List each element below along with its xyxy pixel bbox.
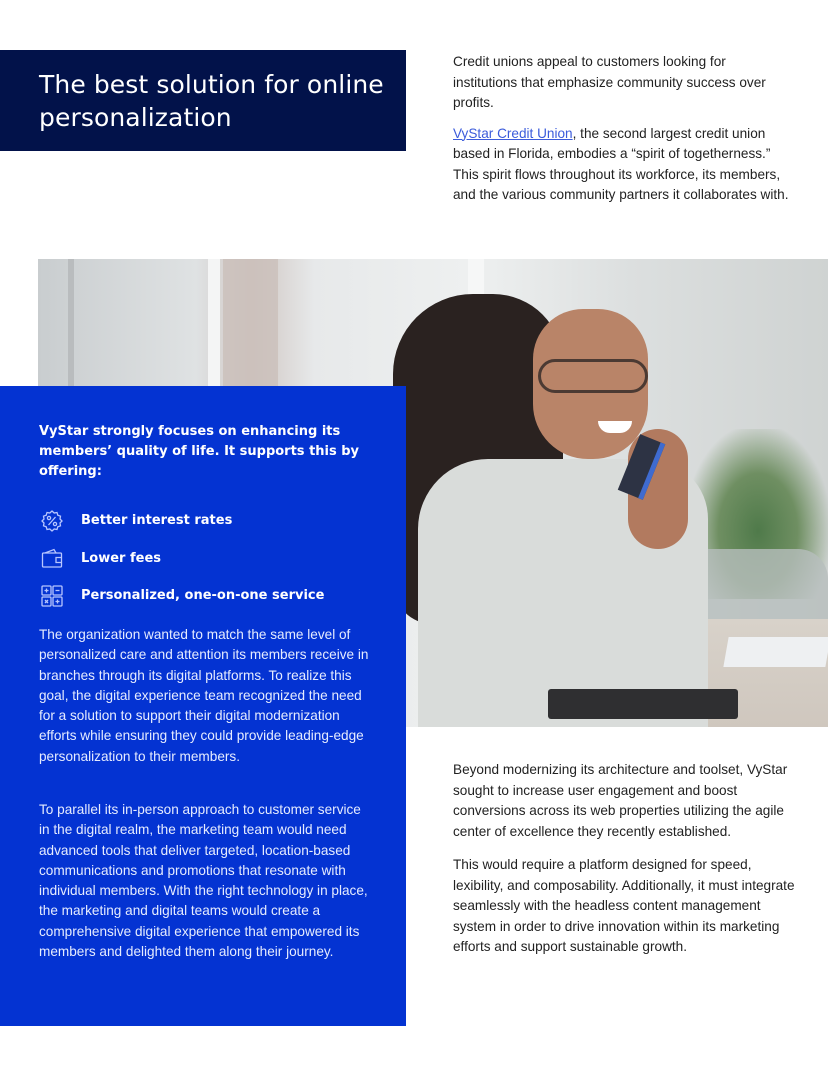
benefit-label: Better interest rates [81,513,233,529]
calculator-icon [39,583,65,609]
outro-paragraph-1: Beyond modernizing its architecture and toolset, VyStar sought to increase user engagement and boost conversions across its web properties utilizing the agile center of excellence they recently established. [453,762,788,839]
photo-laptop [723,637,828,667]
intro-paragraph-2-text: , the second largest credit union based in Florida, embodies a “spirit of togetherness.” This spirit flows throughout its workforce, its members, and the various community partners it collaborates with. [453,125,789,202]
intro-paragraph-2 [453,124,793,206]
benefits-callout [0,386,406,1026]
page-title: The best solution for online personalization [39,70,384,132]
vystar-credit-union-link[interactable]: VyStar Credit Union [453,125,573,141]
benefit-item [39,502,324,540]
photo-notebook [548,689,738,719]
benefits-list [39,502,324,615]
percent-badge-icon [39,508,65,534]
photo-person-glasses [538,359,648,393]
intro-section [453,52,793,216]
benefit-label: Personalized, one-on-one service [81,588,325,604]
callout-paragraph-1: The organization wanted to match the same level of personalized care and attention its members receive in branches through its digital platforms. To realize this goal, the digital experience team recognized the need for a solution to support their digital modernization efforts while ensuring they could provide leading-edge personalization to their members. [39,627,369,764]
title-banner [0,50,406,151]
benefit-item [39,540,324,578]
callout-lead: VyStar strongly focuses on enhancing its members’ quality of life. It supports this by offering: [39,424,360,479]
wallet-icon [39,545,65,571]
benefit-item [39,577,324,615]
outro-paragraph-2: This would require a platform designed for speed, lexibility, and composability. Additionally, it must integrate seamlessly with the headless content management system in order to drive innovation within its marketing efforts and support sustainable growth. [453,857,795,954]
outro-section [453,760,798,971]
benefit-label: Lower fees [81,550,162,566]
callout-paragraph-2: To parallel its in-person approach to customer service in the digital realm, the marketing team would need advanced tools that deliver targeted, location-based communications and promotions that resonate with individual members. With the right technology in place, the marketing and digital teams would create a comprehensive digital experience that empowered its members and delighted them along their journey. [39,802,368,960]
intro-paragraph-1: Credit unions appeal to customers looking for institutions that emphasize community success over profits. [453,54,766,110]
